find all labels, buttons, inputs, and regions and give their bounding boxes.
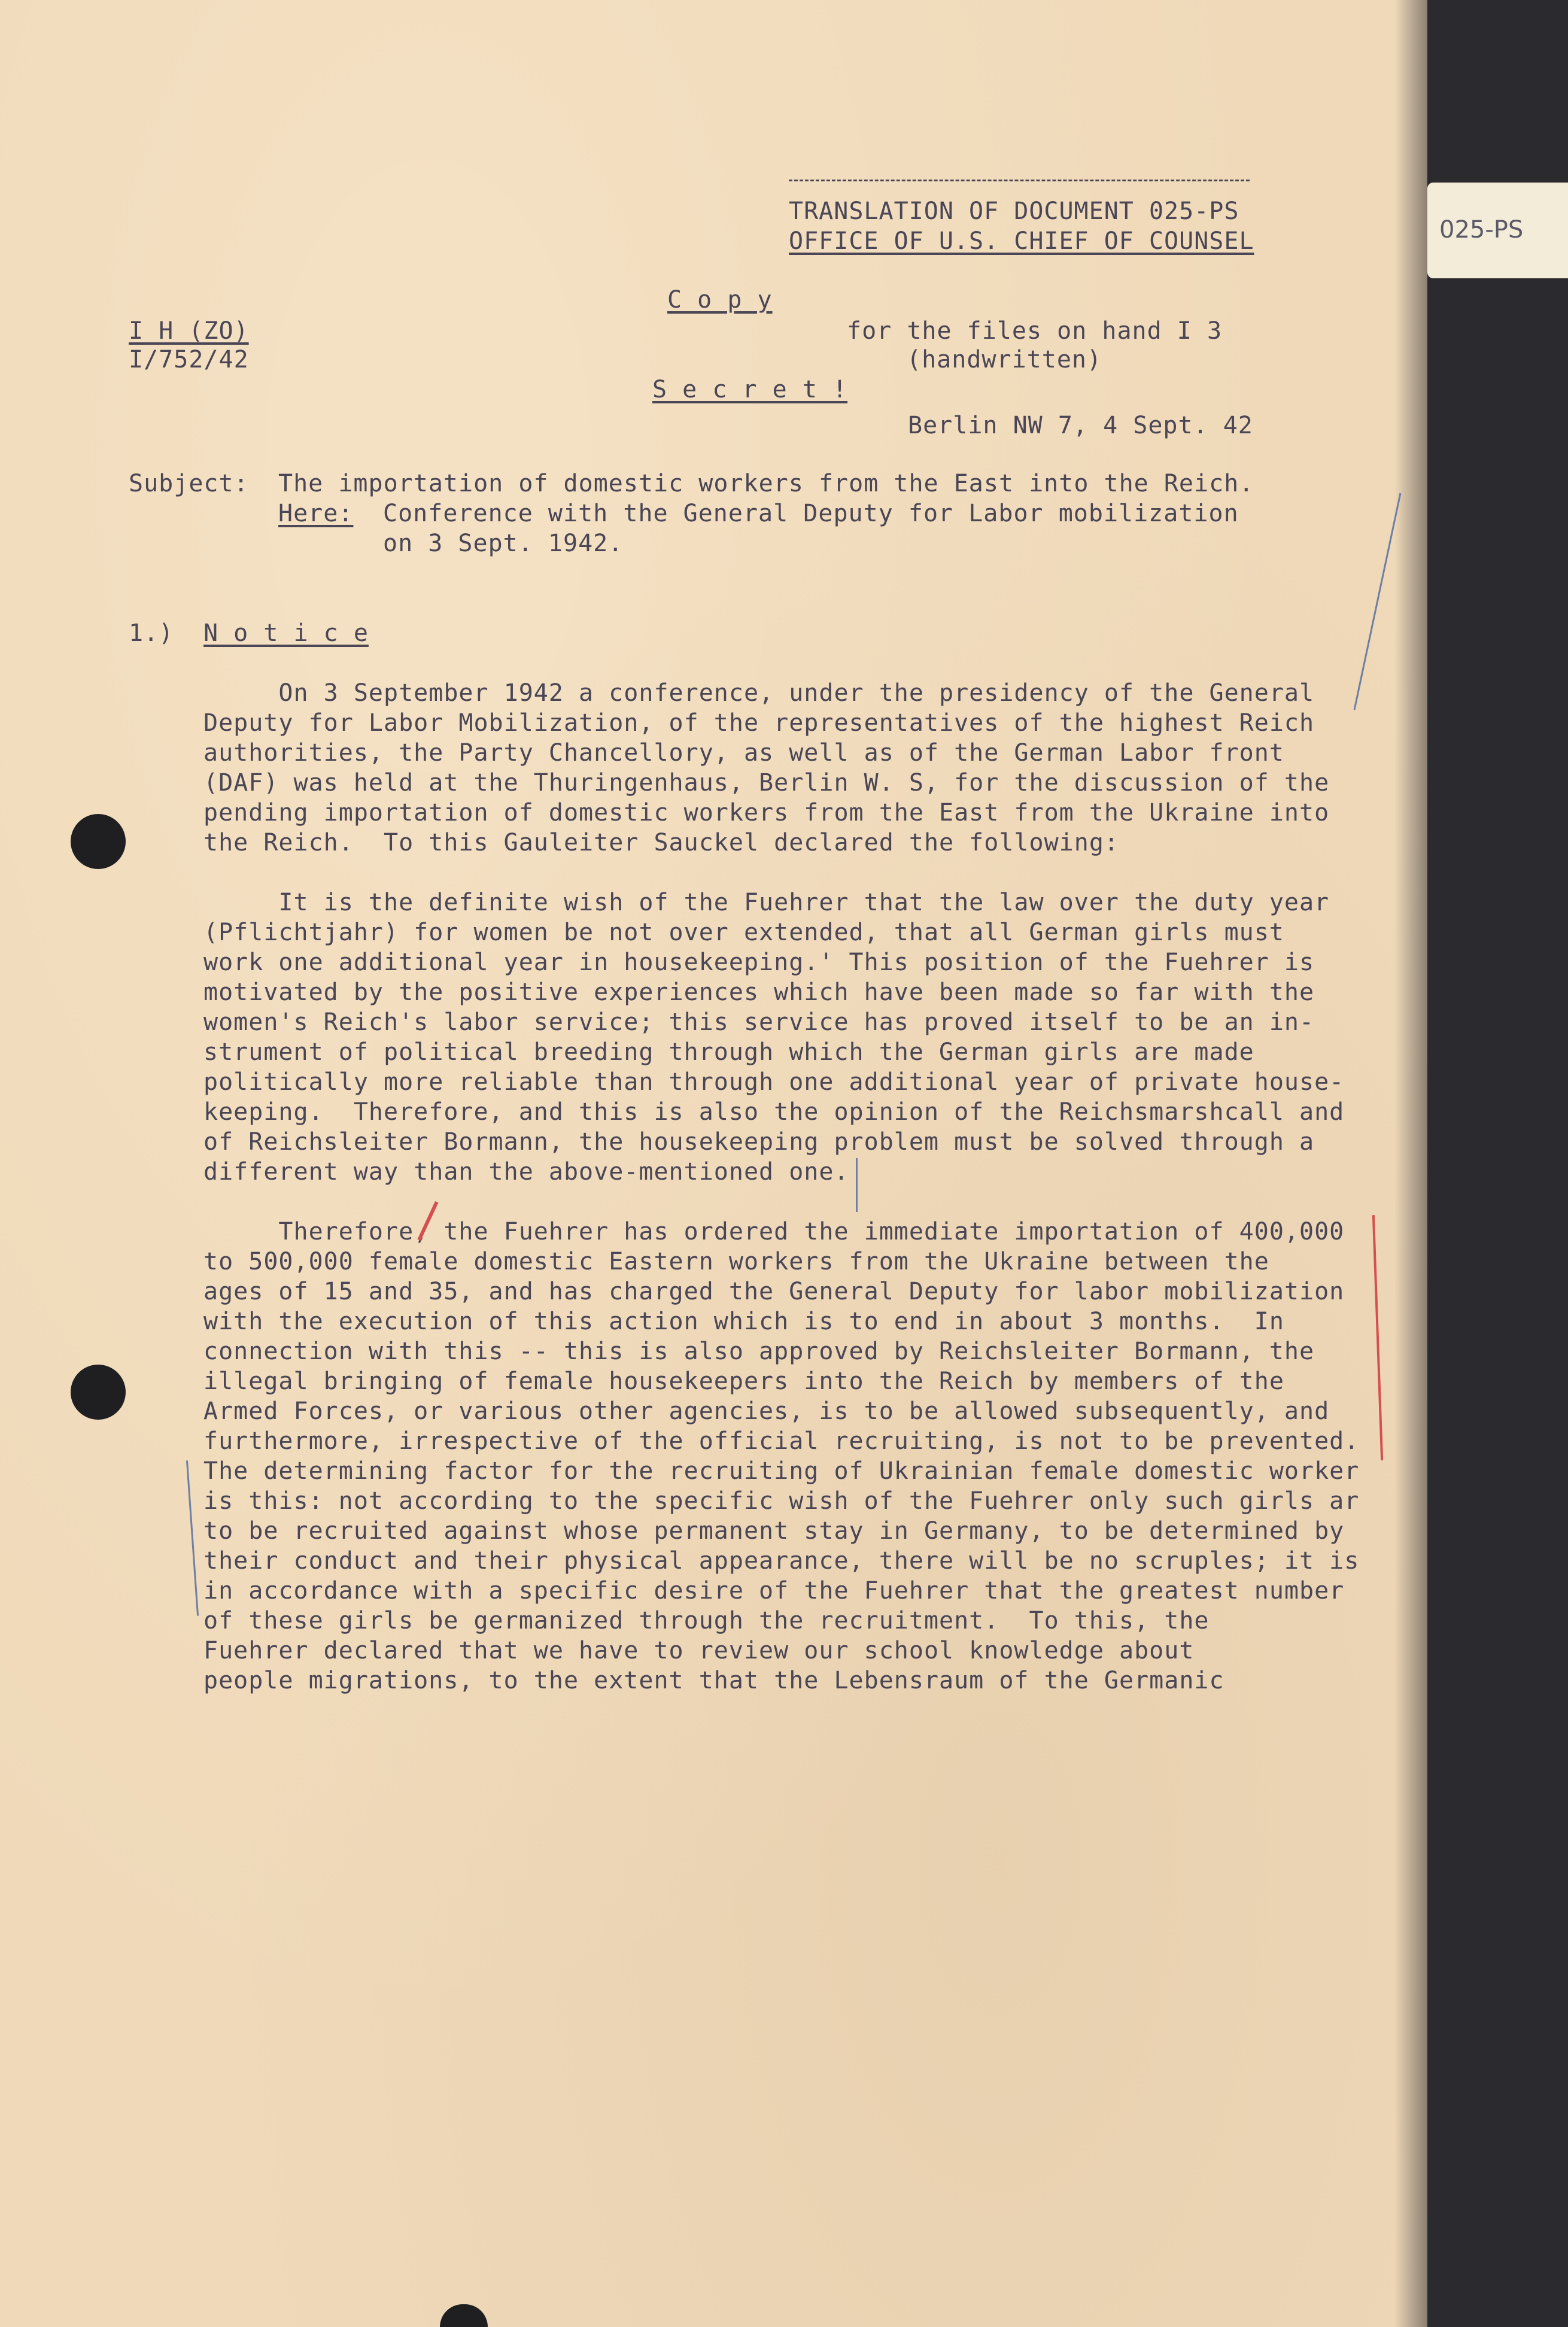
- subject-line-2: Conference with the General Deputy for Labor mobilization: [383, 500, 1239, 527]
- paragraph-line: (Pflichtjahr) for women be not over extended, that all German girls must: [203, 919, 1284, 946]
- paragraph-line: (DAF) was held at the Thuringenhaus, Berlin W. S, for the discussion of the: [203, 769, 1330, 797]
- paragraph-line: connection with this -- this is also approved by Reichsleiter Bormann, the: [203, 1338, 1315, 1365]
- files-note-2: (handwritten): [907, 346, 1102, 373]
- place-date: Berlin NW 7, 4 Sept. 42: [908, 412, 1253, 439]
- paragraph-line: ages of 15 and 35, and has charged the General Deputy for labor mobilization: [203, 1278, 1345, 1305]
- file-reference-2: I/752/42: [129, 346, 249, 373]
- paragraph-line: with the execution of this action which is to end in about 3 months. In: [203, 1308, 1284, 1335]
- paragraph-line: people migrations, to the extent that the Lebensraum of the Germanic: [203, 1667, 1224, 1694]
- paragraph-line: of these girls be germanized through the recruitment. To this, the: [203, 1607, 1210, 1635]
- document-id-tab: [1427, 183, 1568, 278]
- files-note-1: for the files on hand I 3: [847, 317, 1223, 345]
- subject-line-3: on 3 Sept. 1942.: [383, 530, 624, 557]
- paragraph-line: Armed Forces, or various other agencies, is to be allowed subsequently, and: [203, 1398, 1330, 1425]
- paragraph-line: different way than the above-mentioned one.: [203, 1158, 849, 1186]
- paragraph-line: the Reich. To this Gauleiter Sauckel declared the following:: [203, 829, 1120, 856]
- blue-pen-mark: [856, 1158, 858, 1212]
- paragraph-line: motivated by the positive experiences which have been made so far with the: [203, 979, 1315, 1006]
- paragraph-line: to 500,000 female domestic Eastern workers from the Ukraine between the: [203, 1248, 1269, 1275]
- header-rule: [789, 180, 1250, 181]
- binder-hole-top: [71, 814, 126, 869]
- secret-label: S e c r e t !: [652, 376, 848, 403]
- paragraph-line: of Reichsleiter Bormann, the housekeeping problem must be solved through a: [203, 1128, 1315, 1156]
- paragraph-line: The determining factor for the recruiting of Ukrainian female domestic worker: [203, 1457, 1360, 1485]
- page-edge-shadow: [1394, 0, 1430, 2327]
- subject-line-1: The importation of domestic workers from the East into the Reich.: [278, 470, 1254, 497]
- paragraph-line: It is the definite wish of the Fuehrer that the law over the duty year: [203, 889, 1330, 916]
- header-line-1: TRANSLATION OF DOCUMENT 025-PS: [789, 198, 1239, 225]
- document-id-tab-label: 025-PS: [1439, 216, 1524, 244]
- paragraph-line: is this: not according to the specific wish of the Fuehrer only such girls ar: [203, 1487, 1360, 1515]
- paragraph-line: On 3 September 1942 a conference, under the presidency of the General: [203, 679, 1315, 707]
- subject-here-label: Here:: [278, 500, 354, 527]
- file-reference-1: I H (ZO): [129, 317, 249, 345]
- paragraph-line: pending importation of domestic workers from the East from the Ukraine into: [203, 799, 1330, 827]
- subject-label: Subject:: [129, 470, 249, 497]
- paragraph-line: strument of political breeding through which the German girls are made: [203, 1038, 1254, 1066]
- paragraph-line: furthermore, irrespective of the official recruiting, is not to be prevented.: [203, 1427, 1360, 1455]
- header-line-2: OFFICE OF U.S. CHIEF OF COUNSEL: [789, 227, 1254, 255]
- paragraph-line: work one additional year in housekeeping.' This position of the Fuehrer is: [203, 949, 1315, 976]
- paragraph-line: women's Reich's labor service; this service has proved itself to be an in-: [203, 1008, 1315, 1036]
- section-title: N o t i c e: [203, 619, 369, 647]
- paragraph-line: their conduct and their physical appearance, there will be no scruples; it is: [203, 1547, 1360, 1575]
- paragraph-line: Therefore, the Fuehrer has ordered the immediate importation of 400,000: [203, 1218, 1345, 1245]
- paragraph-line: Fuehrer declared that we have to review our school knowledge about: [203, 1637, 1195, 1664]
- binder-hole-bottom: [71, 1365, 126, 1420]
- paragraph-line: illegal bringing of female housekeepers into the Reich by members of the: [203, 1368, 1284, 1395]
- paragraph-line: Deputy for Labor Mobilization, of the representatives of the highest Reich: [203, 709, 1315, 737]
- paragraph-line: to be recruited against whose permanent stay in Germany, to be determined by: [203, 1517, 1345, 1545]
- section-number: 1.): [129, 619, 174, 647]
- copy-label: C o p y: [667, 286, 773, 314]
- paragraph-line: in accordance with a specific desire of the Fuehrer that the greatest number: [203, 1577, 1345, 1605]
- paragraph-line: keeping. Therefore, and this is also the opinion of the Reichsmarshcall and: [203, 1098, 1345, 1126]
- paragraph-line: authorities, the Party Chancellory, as well as of the German Labor front: [203, 739, 1284, 767]
- paragraph-line: politically more reliable than through one additional year of private house-: [203, 1068, 1345, 1096]
